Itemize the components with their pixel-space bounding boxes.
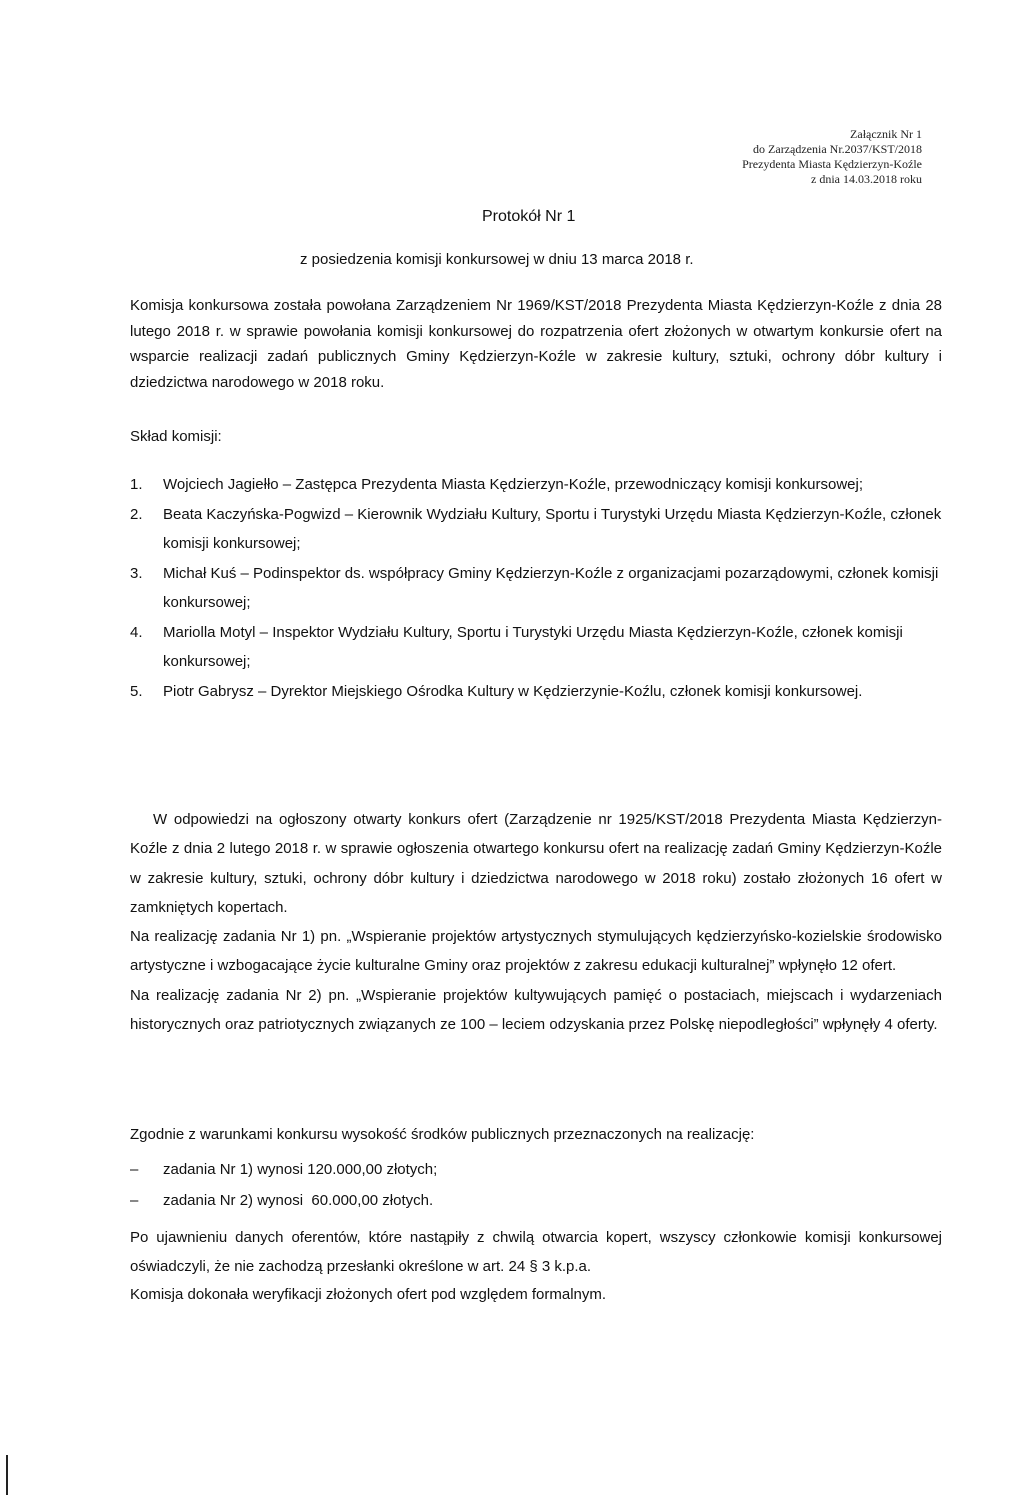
member-text: Mariolla Motyl – Inspektor Wydziału Kultury, Sportu i Turystyki Urzędu Miasta Kędzierzyn-Koźle, członek komisji konkursowej; [163, 623, 903, 670]
closing-text-a: Po ujawnieniu danych oferentów, które nastąpiły z chwilą otwarcia kopert, wszyscy członkowie komisji konkursowej oświadczyli, że nie zachodzą przesłanki określone w art. 24 § 3 k.p.a. [130, 1229, 942, 1275]
annex-line-2: do Zarządzenia Nr.2037/KST/2018 [753, 142, 922, 156]
member-number: 3. [130, 564, 143, 582]
member-number: 1. [130, 476, 143, 493]
intro-paragraph: Komisja konkursowa została powołana Zarządzeniem Nr 1969/KST/2018 Prezydenta Miasta Kędzierzyn-Koźle z dnia 28 lutego 2018 r. w sprawie powołania komisji konkursowej do rozpatrzenia ofert złożonych w otwartym konkursie ofert na wsparcie realizacji zadań publicznych Gminy Kędzierzyn-Koźle w zakresie kultury, sztuki, ochrony dóbr kultury i dziedzictwa narodowego w 2018 roku. [130, 297, 942, 391]
offers-text-c: Na realizację zadania Nr 2) pn. „Wspieranie projektów kultywujących pamięć o postaciach, miejscach i wydarzeniach historycznych oraz patriotycznych związanych ze 100 – leciem odzyskania przez Polskę niepodległości” wpłynęły 4 oferty. [130, 986, 942, 1034]
member-item [130, 559, 942, 618]
member-number: 5. [130, 682, 143, 700]
offers-text-b: Na realizację zadania Nr 1) pn. „Wspieranie projektów artystycznych stymulujących kędzierzyńsko-kozielskie środowisko artystyczne i wzbogacające życie kulturalne Gminy oraz projektów z zakresu edukacji kulturalnej” wpłynęło 12 ofert. [130, 928, 942, 975]
annex-line-4: z dnia 14.03.2018 roku [811, 172, 922, 186]
member-text: Michał Kuś – Podinspektor ds. współpracy Gminy Kędzierzyn-Koźle z organizacjami pozarządowymi, członek komisji konkursowej; [163, 564, 939, 611]
member-text: Beata Kaczyńska-Pogwizd – Kierownik Wydziału Kultury, Sportu i Turystyki Urzędu Miasta Kędzierzyn-Koźle, członek komisji konkursowej; [163, 505, 942, 552]
scan-margin-line [6, 1455, 8, 1495]
funds-item [130, 1154, 437, 1185]
member-text: Piotr Gabrysz – Dyrektor Miejskiego Ośrodka Kultury w Kędzierzynie-Koźlu, członek komisji konkursowej. [163, 682, 863, 700]
closing-paragraph [130, 1224, 942, 1310]
annex-line-1: Załącznik Nr 1 [850, 127, 922, 141]
annex-line-3: Prezydenta Miasta Kędzierzyn-Koźle [742, 157, 922, 171]
funds-intro: Zgodnie z warunkami konkursu wysokość środków publicznych przeznaczonych na realizację: [130, 1126, 755, 1143]
member-item [130, 470, 942, 500]
funds-text: zadania Nr 1) wynosi 120.000,00 złotych; [163, 1161, 438, 1178]
offers-paragraph [130, 805, 942, 1039]
dash-marker: – [130, 1161, 139, 1178]
member-number: 2. [130, 505, 143, 523]
closing-text-b: Komisja dokonała weryfikacji złożonych ofert pod względem formalnym. [130, 1286, 607, 1303]
member-number: 4. [130, 623, 143, 641]
funds-list [130, 1154, 437, 1216]
document-subtitle: z posiedzenia komisji konkursowej w dniu 13 marca 2018 r. [300, 251, 694, 268]
composition-label: Skład komisji: [130, 428, 222, 445]
member-text: Wojciech Jagiełło – Zastępca Prezydenta Miasta Kędzierzyn-Koźle, przewodniczący komisji konkursowej; [163, 476, 864, 493]
document-title: Protokół Nr 1 [482, 208, 576, 225]
member-item [130, 500, 942, 559]
funds-text: zadania Nr 2) wynosi 60.000,00 złotych. [163, 1192, 434, 1209]
member-item [130, 618, 942, 677]
dash-marker: – [130, 1192, 139, 1209]
funds-item [130, 1185, 437, 1216]
offers-text-a: W odpowiedzi na ogłoszony otwarty konkurs ofert (Zarządzenie nr 1925/KST/2018 Prezydenta Miasta Kędzierzyn-Koźle z dnia 2 lutego 2018 r. w sprawie ogłoszenia otwartego konkursu ofert na realizację zadań Gminy Kędzierzyn-Koźle w zakresie kultury, sztuki, ochrony dóbr kultury i dziedzictwa narodowego w 2018 roku) zostało złożonych 16 ofert w zamkniętych kopertach. [130, 811, 942, 916]
member-item [130, 677, 942, 707]
committee-members-list [130, 470, 942, 706]
annex-header [700, 127, 922, 187]
